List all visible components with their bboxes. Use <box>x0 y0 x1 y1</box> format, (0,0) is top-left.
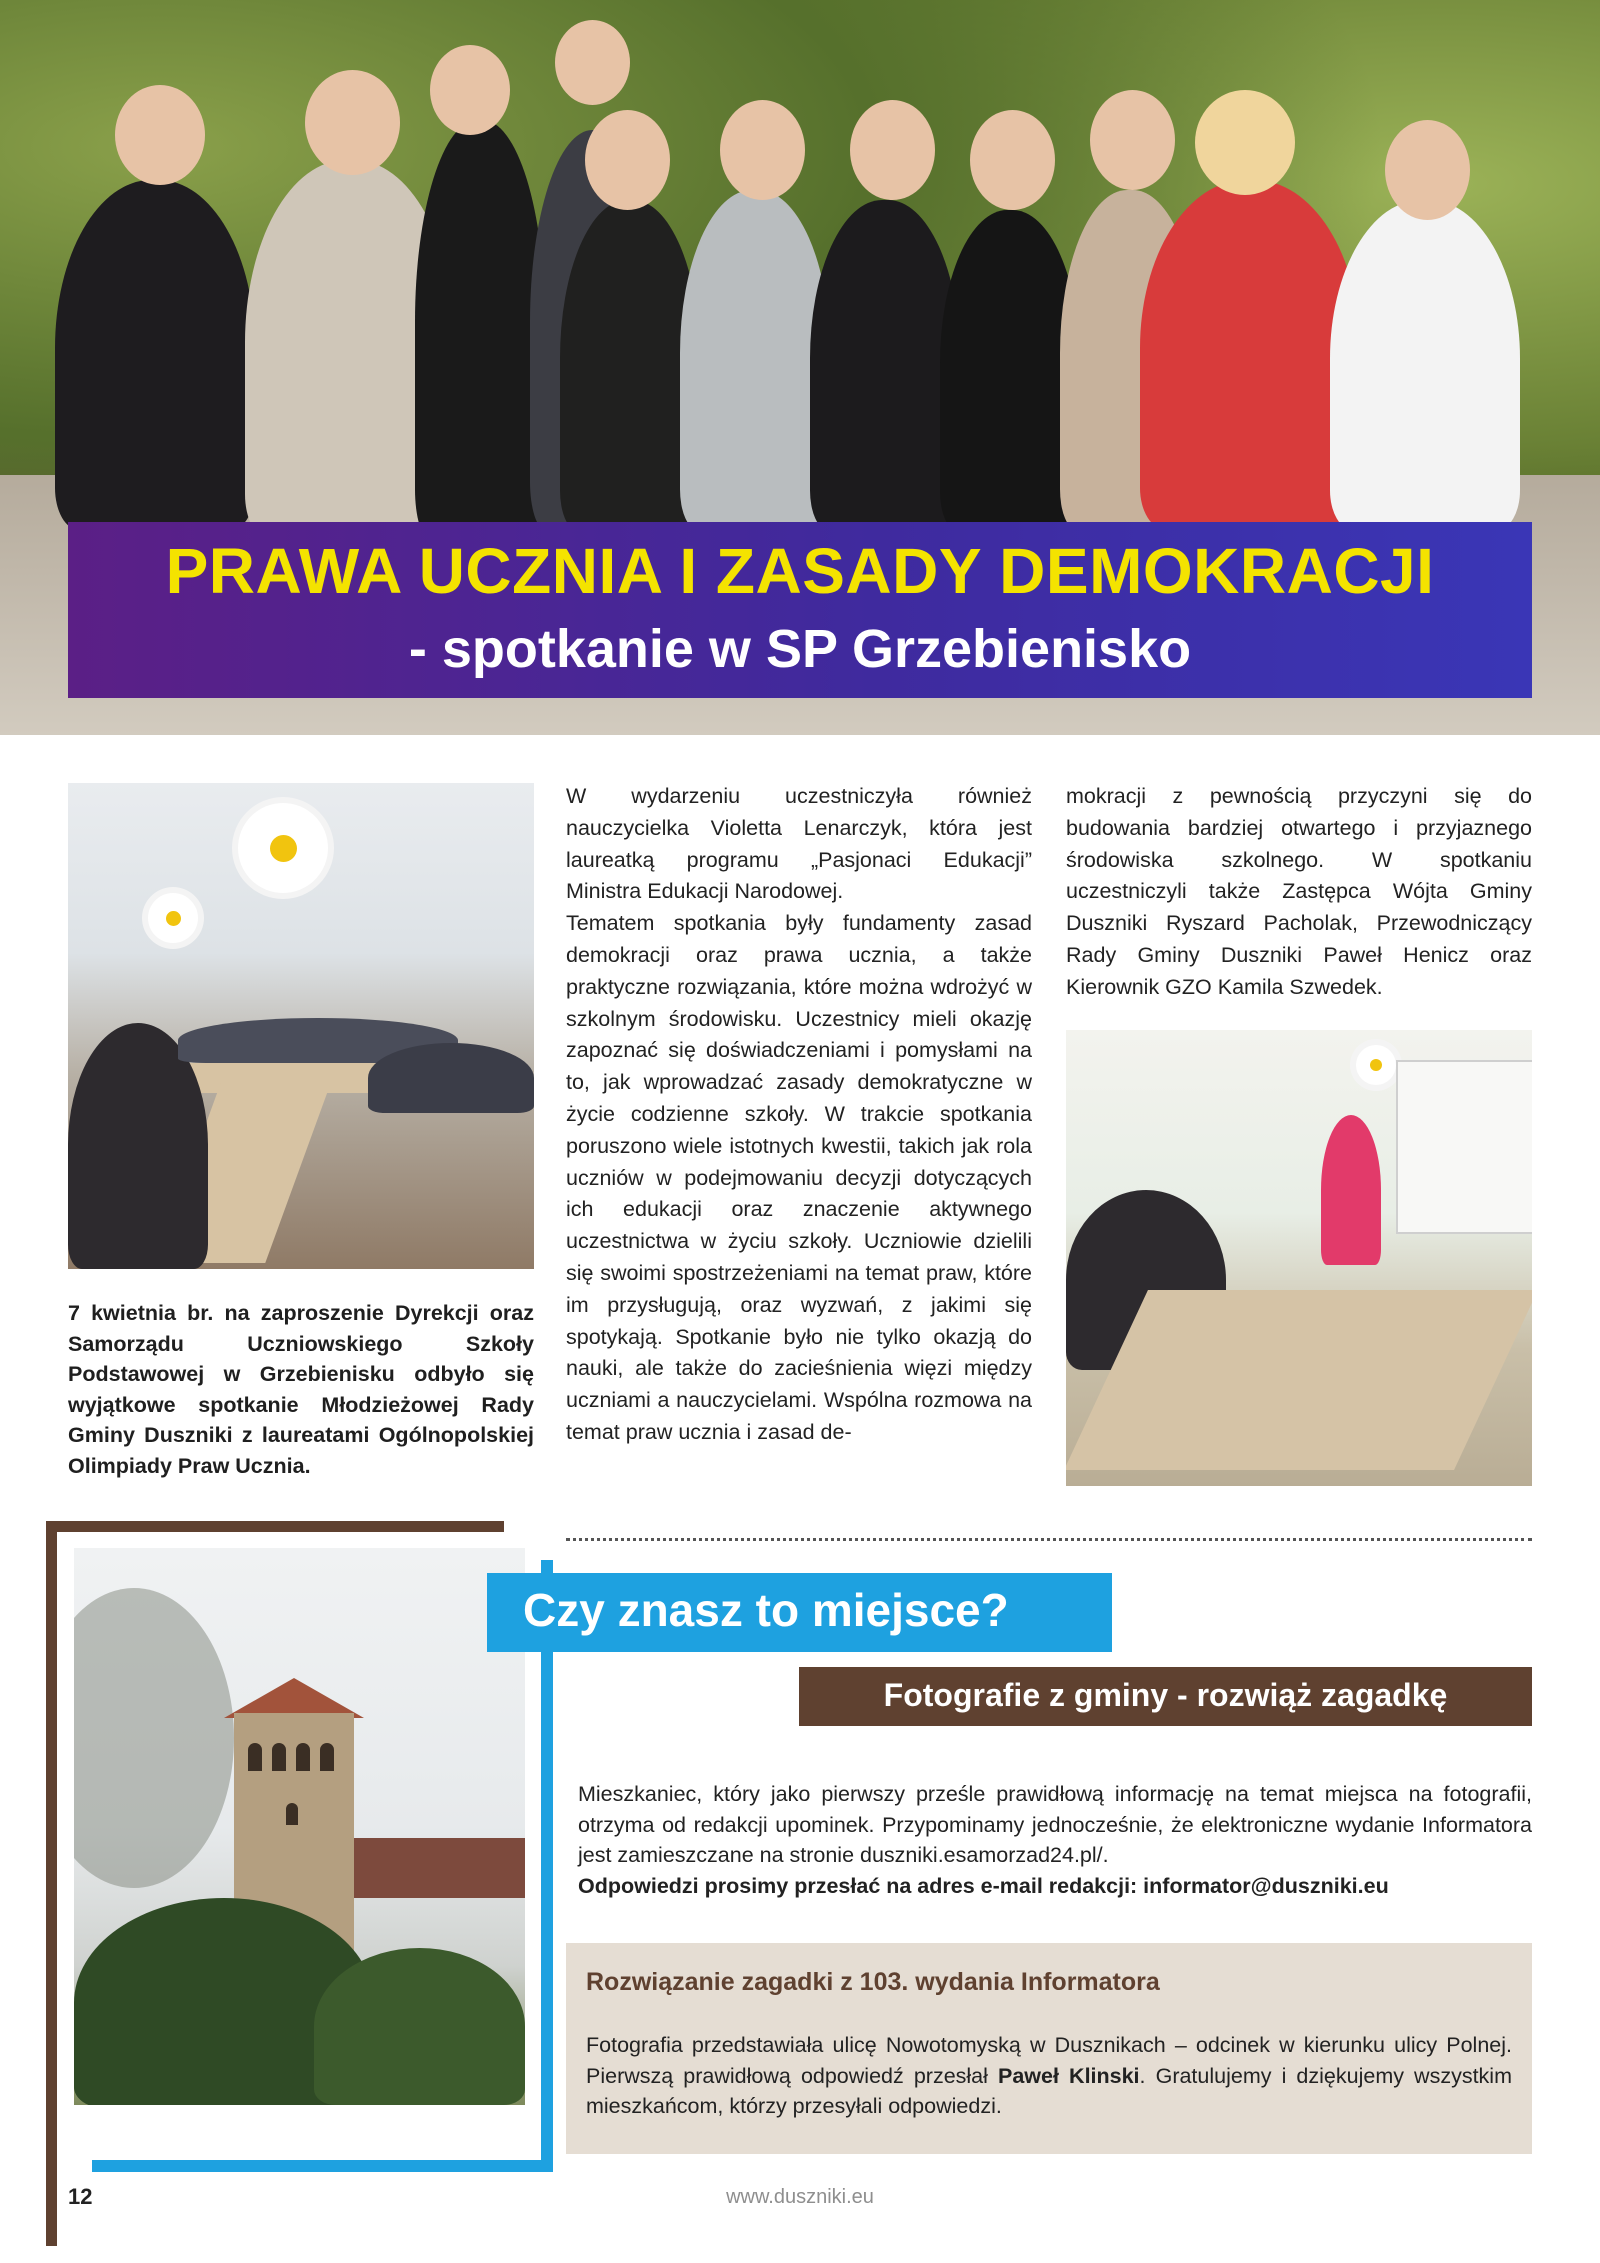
person <box>810 200 960 530</box>
people <box>368 1043 534 1113</box>
headline-subtitle: - spotkanie w SP Grzebienisko <box>408 619 1192 679</box>
person-head <box>430 45 510 135</box>
previous-answer-box <box>566 1943 1532 2154</box>
quiz-subtitle: Fotografie z gminy - rozwiąż zagadkę <box>883 1677 1448 1713</box>
classroom-photo-1 <box>68 783 534 1269</box>
bush <box>314 1948 525 2105</box>
tower-window <box>320 1743 334 1771</box>
roof <box>354 1838 525 1898</box>
tower-window <box>272 1743 286 1771</box>
winner-name: Paweł Klinski <box>998 2063 1140 2088</box>
quiz-email-line: Odpowiedzi prosimy przesłać na adres e-mail redakcji: informator@duszniki.eu <box>578 1873 1389 1898</box>
headline-banner <box>68 522 1532 698</box>
person <box>560 200 700 530</box>
person-head <box>720 100 805 200</box>
person-head <box>1385 120 1470 220</box>
answer-text-part: Fotografia przedstawiała ulicę Nowotomyską w Dusznikach – odcinek w kierunku ulicy Polnej. Pierwszą prawidłową odpowiedź przesłał <box>586 2033 1512 2088</box>
person <box>55 180 255 530</box>
quiz-subtitle-banner <box>799 1667 1532 1726</box>
person <box>415 120 545 540</box>
tower-window <box>296 1743 310 1771</box>
person-head <box>970 110 1055 210</box>
article-column-2 <box>566 781 1032 1449</box>
person-head <box>1195 90 1295 195</box>
previous-answer-text <box>586 2030 1512 2122</box>
daisy-decoration <box>238 803 328 893</box>
footer-url[interactable]: www.duszniki.eu <box>726 2186 874 2208</box>
hero-photo <box>0 0 1600 735</box>
person-head <box>115 85 205 185</box>
mystery-place-photo <box>74 1548 525 2105</box>
article-column-3 <box>1066 781 1532 1004</box>
page-number: 12 <box>68 2184 93 2209</box>
person <box>680 190 830 530</box>
daisy-decoration <box>1356 1045 1396 1085</box>
daisy-decoration <box>148 893 198 943</box>
person-head <box>1090 90 1175 190</box>
frame-border <box>46 1521 57 2246</box>
projection-screen <box>1396 1060 1532 1234</box>
section-divider <box>566 1538 1532 1541</box>
person <box>1140 180 1360 530</box>
person <box>940 210 1080 530</box>
quiz-title: Czy znasz to miejsce? <box>523 1584 1009 1636</box>
previous-answer-title: Rozwiązanie zagadki z 103. wydania Informatora <box>586 1968 1160 1996</box>
frame-border <box>46 1521 504 1532</box>
person-head <box>555 20 630 105</box>
person-head <box>850 100 935 200</box>
answer-text-part: . Gratulujemy i dziękujemy wszystkim mieszkańcom, którzy przesyłali odpowiedzi. <box>586 2063 1512 2118</box>
person <box>1330 200 1520 530</box>
headline-title: PRAWA UCZNIA I ZASADY DEMOKRACJI <box>165 535 1435 607</box>
table <box>1066 1290 1532 1470</box>
article-lead: 7 kwietnia br. na zaproszenie Dyrekcji oraz Samorządu Uczniowskiego Szkoły Podstawowej w Grzebienisku odbyło się wyjątkowe spotkanie Młodzieżowej Rady Gminy Duszniki z laureatami Ogólnopolskiej Olimpiady Praw Ucznia. <box>68 1301 534 1478</box>
frame-border <box>92 2160 553 2172</box>
tree <box>74 1588 234 1888</box>
quiz-body: Mieszkaniec, który jako pierwszy prześle prawidłową informację na temat miejsca na fotografii, otrzyma od redakcji upominek. Przypominamy jednocześnie, że elektroniczne wydanie Informatora jest zamieszczane na stronie duszniki.esamorzad24.pl/. <box>578 1782 1532 1867</box>
classroom-photo-2 <box>1066 1030 1532 1486</box>
tower-roof <box>224 1678 364 1718</box>
article-paragraph: mokracji z pewnością przyczyni się do budowania bardziej otwartego i przyjaznego środowiska szkolnego. W spotkaniu uczestniczyli także Zastępca Wójta Gminy Duszniki Ryszard Pacholak, Przewodniczący Rady Gminy Duszniki Paweł Henicz oraz Kierownik GZO Kamila Szwedek. <box>1066 784 1532 999</box>
article-paragraph: W wydarzeniu uczestniczyła również nauczycielka Violetta Lenarczyk, która jest laureatką programu „Pasjonaci Edukacji” Ministra Edukacji Narodowej. <box>566 784 1032 904</box>
article-paragraph: Tematem spotkania były fundamenty zasad demokracji oraz prawa ucznia, a także praktyczne rozwiązania, które można wdrożyć w szkolnym środowisku. Uczestnicy mieli okazję zapoznać się doświadczeniami i pomysłami na to, jak wprowadzać zasady demokratyczne w życie codzienne szkoły. W trakcie spotkania poruszono wiele istotnych kwestii, takich jak rola uczniów w podejmowaniu decyzji dotyczących ich edukacji oraz znaczenie aktywnego uczestnictwa w życiu szkoły. Uczniowie dzielili się swoimi spostrzeżeniami na temat praw, które im przysługują, oraz wyzwań, z jakimi się spotykają. Spotkanie było nie tylko okazją do nauki, ale także do zacieśnienia więzi między uczniami a nauczycielami. Wspólna rozmowa na temat praw ucznia i zasad de- <box>566 911 1032 1444</box>
tower-window <box>286 1803 298 1825</box>
person-head <box>585 110 670 210</box>
presenter <box>1321 1115 1381 1265</box>
tower-window <box>248 1743 262 1771</box>
quiz-instructions <box>578 1779 1532 1901</box>
quiz-title-banner <box>487 1573 1112 1652</box>
person-head <box>305 70 400 175</box>
